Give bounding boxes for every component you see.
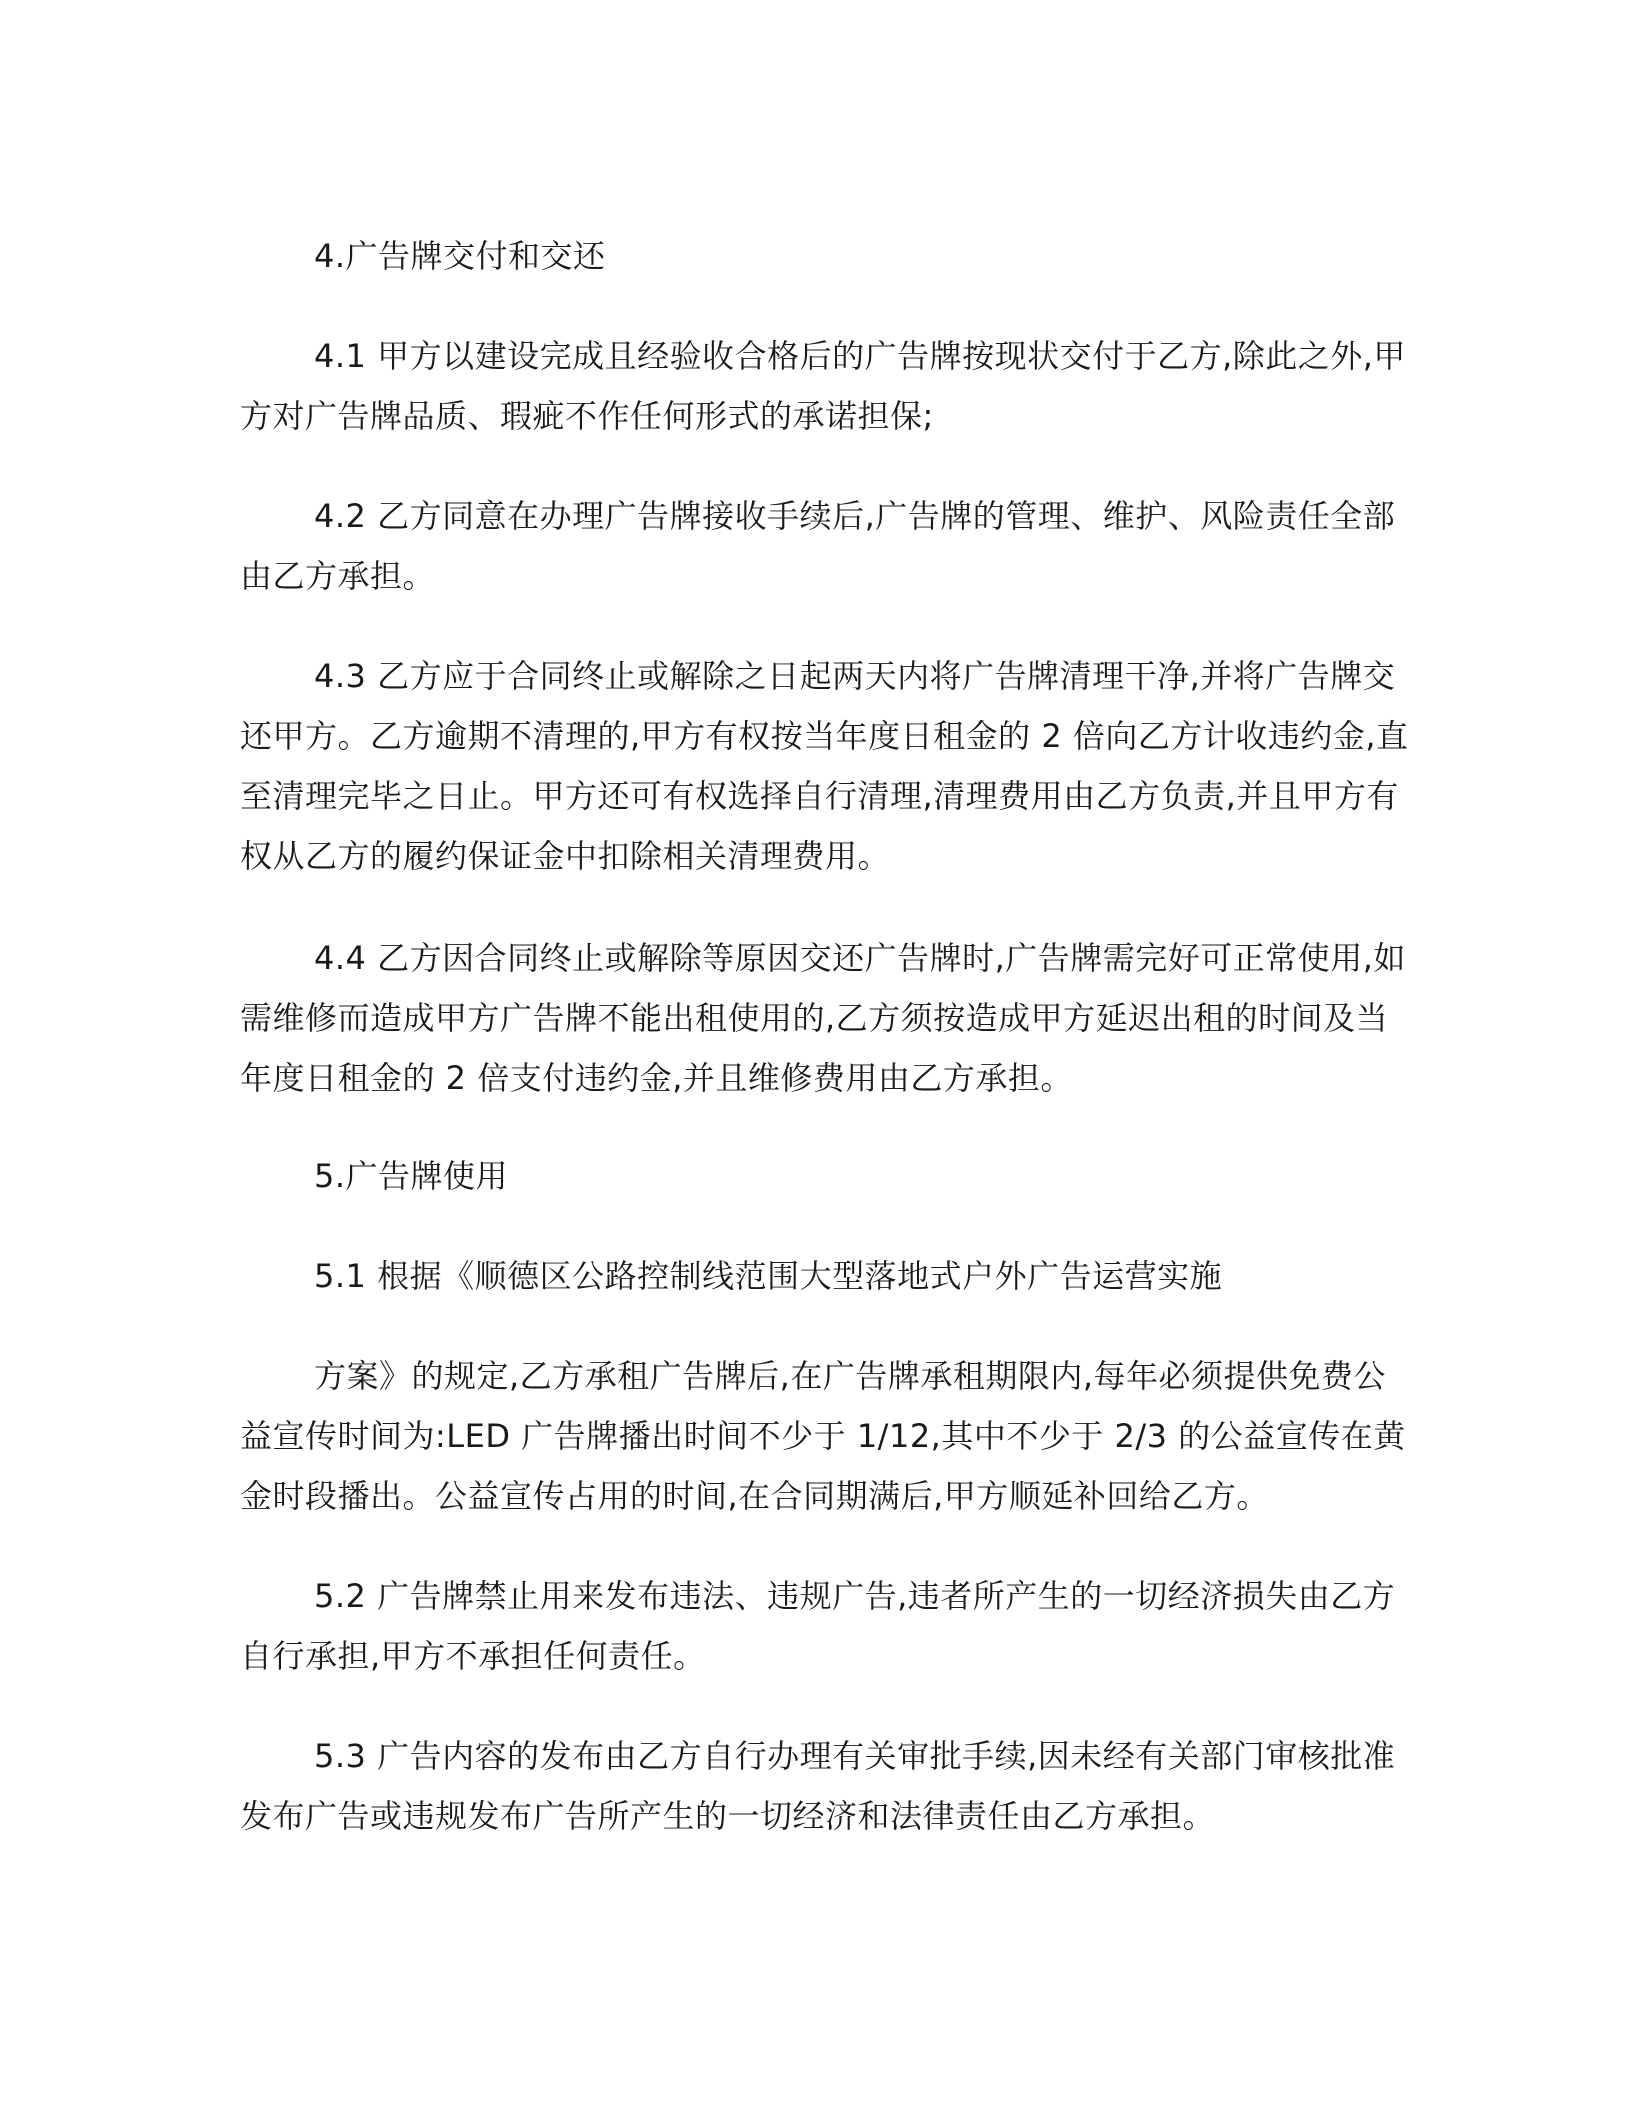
paragraph-line: 方案》的规定,乙方承租广告牌后,在广告牌承租期限内,每年必须提供免费公 [314, 1357, 1387, 1395]
paragraph-4-1 [240, 326, 1406, 446]
paragraph-line: 4.3 乙方应于合同终止或解除之日起两天内将广告牌清理干净,并将广告牌交 [314, 657, 1396, 695]
section-heading-4 [240, 226, 1380, 286]
paragraph-line: 需维修而造成甲方广告牌不能出租使用的,乙方须按造成甲方延迟出租的时间及当 [240, 999, 1389, 1037]
paragraph-line: 5.2 广告牌禁止用来发布违法、违规广告,违者所产生的一切经济损失由乙方 [314, 1577, 1396, 1615]
paragraph-line: 金时段播出。公益宣传占用的时间,在合同期满后,甲方顺延补回给乙方。 [240, 1477, 1269, 1515]
paragraph-line: 年度日租金的 2 倍支付违约金,并且维修费用由乙方承担。 [240, 1059, 1073, 1097]
paragraph-line: 4.4 乙方因合同终止或解除等原因交还广告牌时,广告牌需完好可正常使用,如 [314, 939, 1406, 977]
paragraph-line: 5.3 广告内容的发布由乙方自行办理有关审批手续,因未经有关部门审核批准 [314, 1737, 1396, 1775]
paragraph-line: 由乙方承担。 [240, 557, 436, 595]
paragraph-line: 4.2 乙方同意在办理广告牌接收手续后,广告牌的管理、维护、风险责任全部 [314, 497, 1396, 535]
paragraph-line: 5.1 根据《顺德区公路控制线范围大型落地式户外广告运营实施 [314, 1257, 1223, 1295]
paragraph-5-1 [240, 1346, 1406, 1526]
paragraph-line: 4.1 甲方以建设完成且经验收合格后的广告牌按现状交付于乙方,除此之外,甲 [314, 337, 1406, 375]
paragraph-line: 益宣传时间为:LED 广告牌播出时间不少于 1/12,其中不少于 2/3 的公益宣传在黄 [240, 1417, 1406, 1455]
paragraph-5-3 [240, 1726, 1396, 1846]
heading-text: 4.广告牌交付和交还 [314, 237, 606, 275]
paragraph-4-3 [240, 646, 1409, 886]
heading-text: 5.广告牌使用 [314, 1157, 509, 1195]
paragraph-5-1-first-line [240, 1246, 1380, 1306]
paragraph-line: 发布广告或违规发布广告所产生的一切经济和法律责任由乙方承担。 [240, 1797, 1216, 1835]
paragraph-line: 权从乙方的履约保证金中扣除相关清理费用。 [240, 837, 891, 875]
paragraph-5-2 [240, 1566, 1396, 1686]
paragraph-line: 方对广告牌品质、瑕疵不作任何形式的承诺担保; [240, 397, 934, 435]
paragraph-line: 还甲方。乙方逾期不清理的,甲方有权按当年度日租金的 2 倍向乙方计收违约金,直 [240, 717, 1409, 755]
paragraph-line: 自行承担,甲方不承担任何责任。 [240, 1637, 706, 1675]
paragraph-4-2 [240, 486, 1396, 606]
section-heading-5 [240, 1146, 1380, 1206]
paragraph-line: 至清理完毕之日止。甲方还可有权选择自行清理,清理费用由乙方负责,并且甲方有 [240, 777, 1399, 815]
paragraph-4-4 [240, 928, 1406, 1108]
